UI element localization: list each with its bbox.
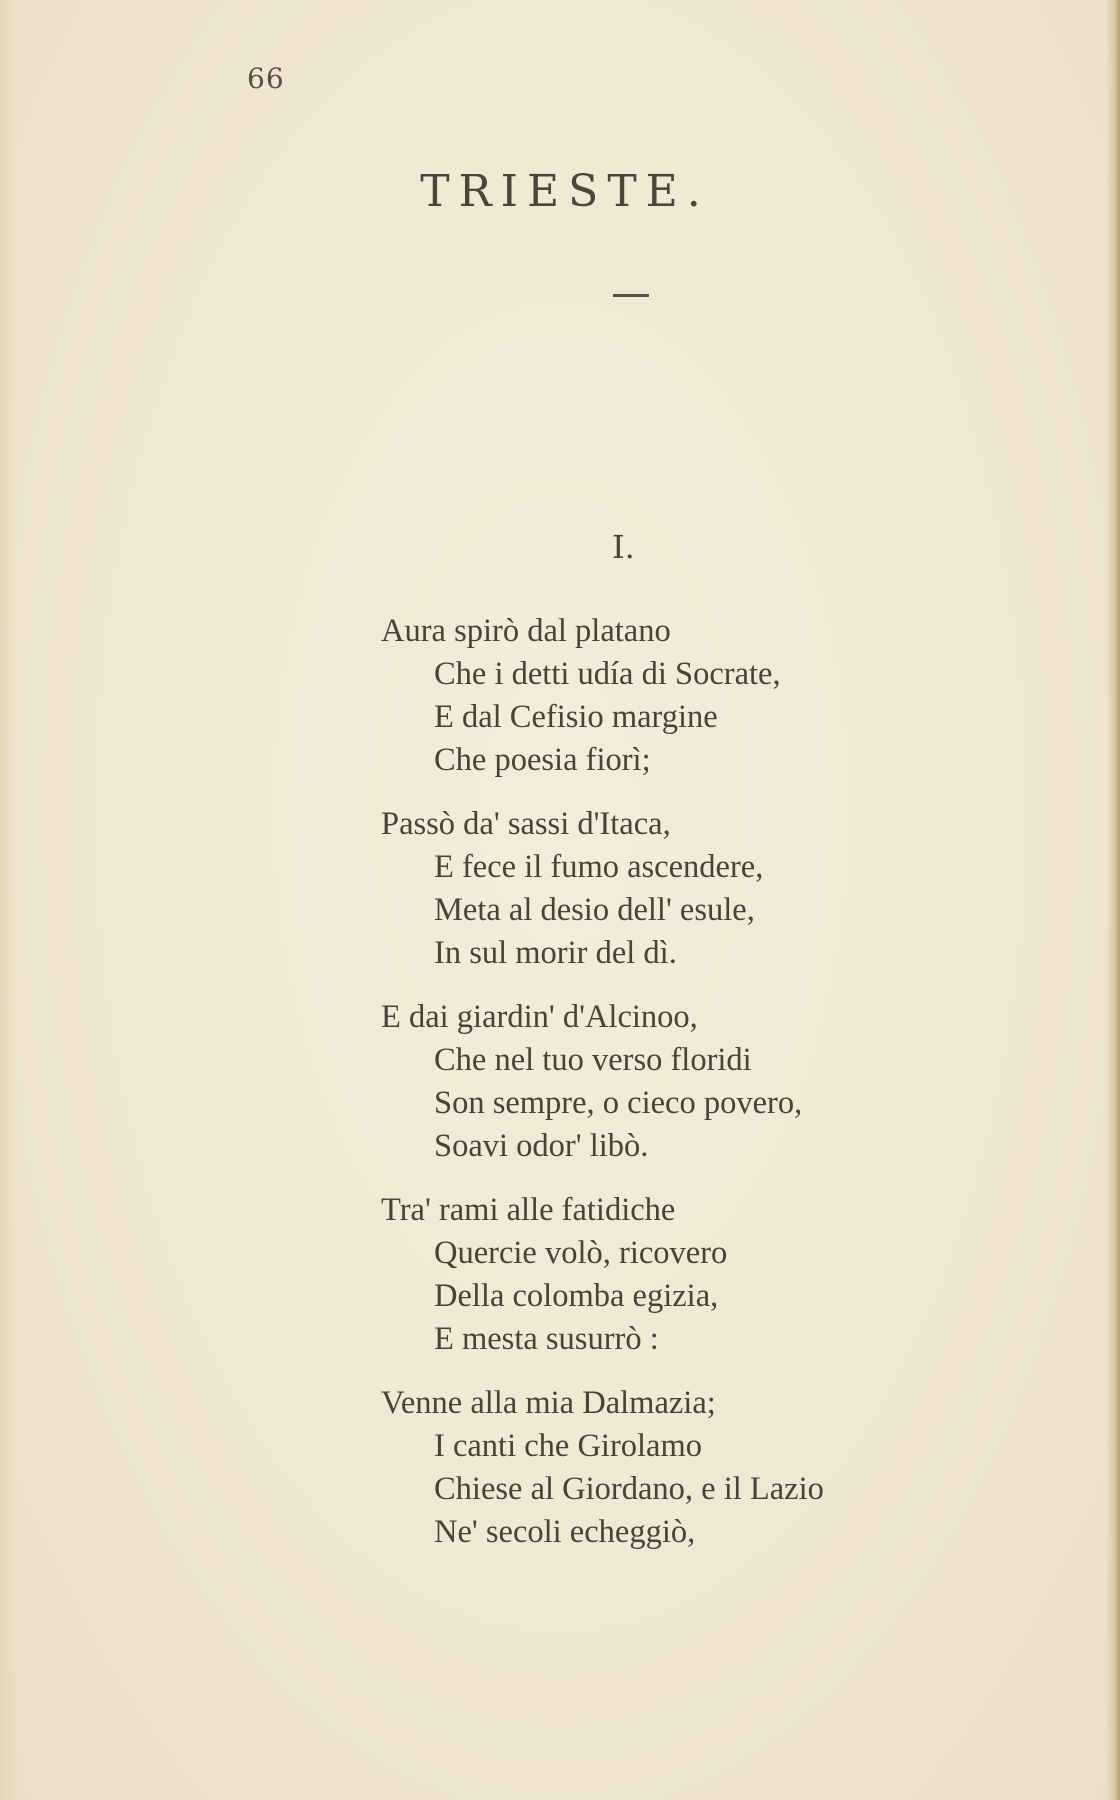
verse-line: Passò da' sassi d'Itaca, bbox=[381, 806, 671, 842]
verse-line: E mesta susurrò : bbox=[434, 1321, 659, 1357]
stanza-2 bbox=[381, 803, 763, 975]
title-rule bbox=[613, 294, 649, 297]
page-left-edge bbox=[0, 0, 18, 1800]
verse-line: Tra' rami alle fatidiche bbox=[381, 1192, 676, 1228]
stanza-5 bbox=[381, 1382, 824, 1554]
verse-line: In sul morir del dì. bbox=[434, 935, 677, 971]
page-number: 66 bbox=[247, 62, 285, 95]
verse-line: Meta al desio dell' esule, bbox=[434, 892, 755, 928]
verse-line: I canti che Girolamo bbox=[434, 1428, 703, 1464]
verse-line: Che i detti udía di Socrate, bbox=[434, 656, 781, 692]
verse-line: Ne' secoli echeggiò, bbox=[434, 1514, 696, 1550]
verse-line: Chiese al Giordano, e il Lazio bbox=[434, 1471, 824, 1507]
stanza-4 bbox=[381, 1189, 727, 1361]
stanza-1 bbox=[381, 610, 781, 782]
verse-line: Aura spirò dal platano bbox=[381, 613, 671, 649]
verse-line: Quercie volò, ricovero bbox=[434, 1235, 728, 1271]
verse-line: E dal Cefisio margine bbox=[434, 699, 718, 735]
page-right-edge bbox=[1106, 0, 1120, 1800]
verse-line: Son sempre, o cieco povero, bbox=[434, 1085, 803, 1121]
verse-line: Soavi odor' libò. bbox=[434, 1128, 649, 1164]
verse-line: Che nel tuo verso floridi bbox=[434, 1042, 752, 1078]
verse-line: E dai giardin' d'Alcinoo, bbox=[381, 999, 698, 1035]
verse-line: E fece il fumo ascendere, bbox=[434, 849, 764, 885]
verse-line: Venne alla mia Dalmazia; bbox=[381, 1385, 716, 1421]
poem-title: TRIESTE. bbox=[420, 166, 710, 217]
section-number: I. bbox=[612, 528, 635, 566]
stanza-3 bbox=[381, 996, 802, 1168]
verse-line: Che poesia fiorì; bbox=[434, 742, 651, 778]
verse-line: Della colomba egizia, bbox=[434, 1278, 719, 1314]
